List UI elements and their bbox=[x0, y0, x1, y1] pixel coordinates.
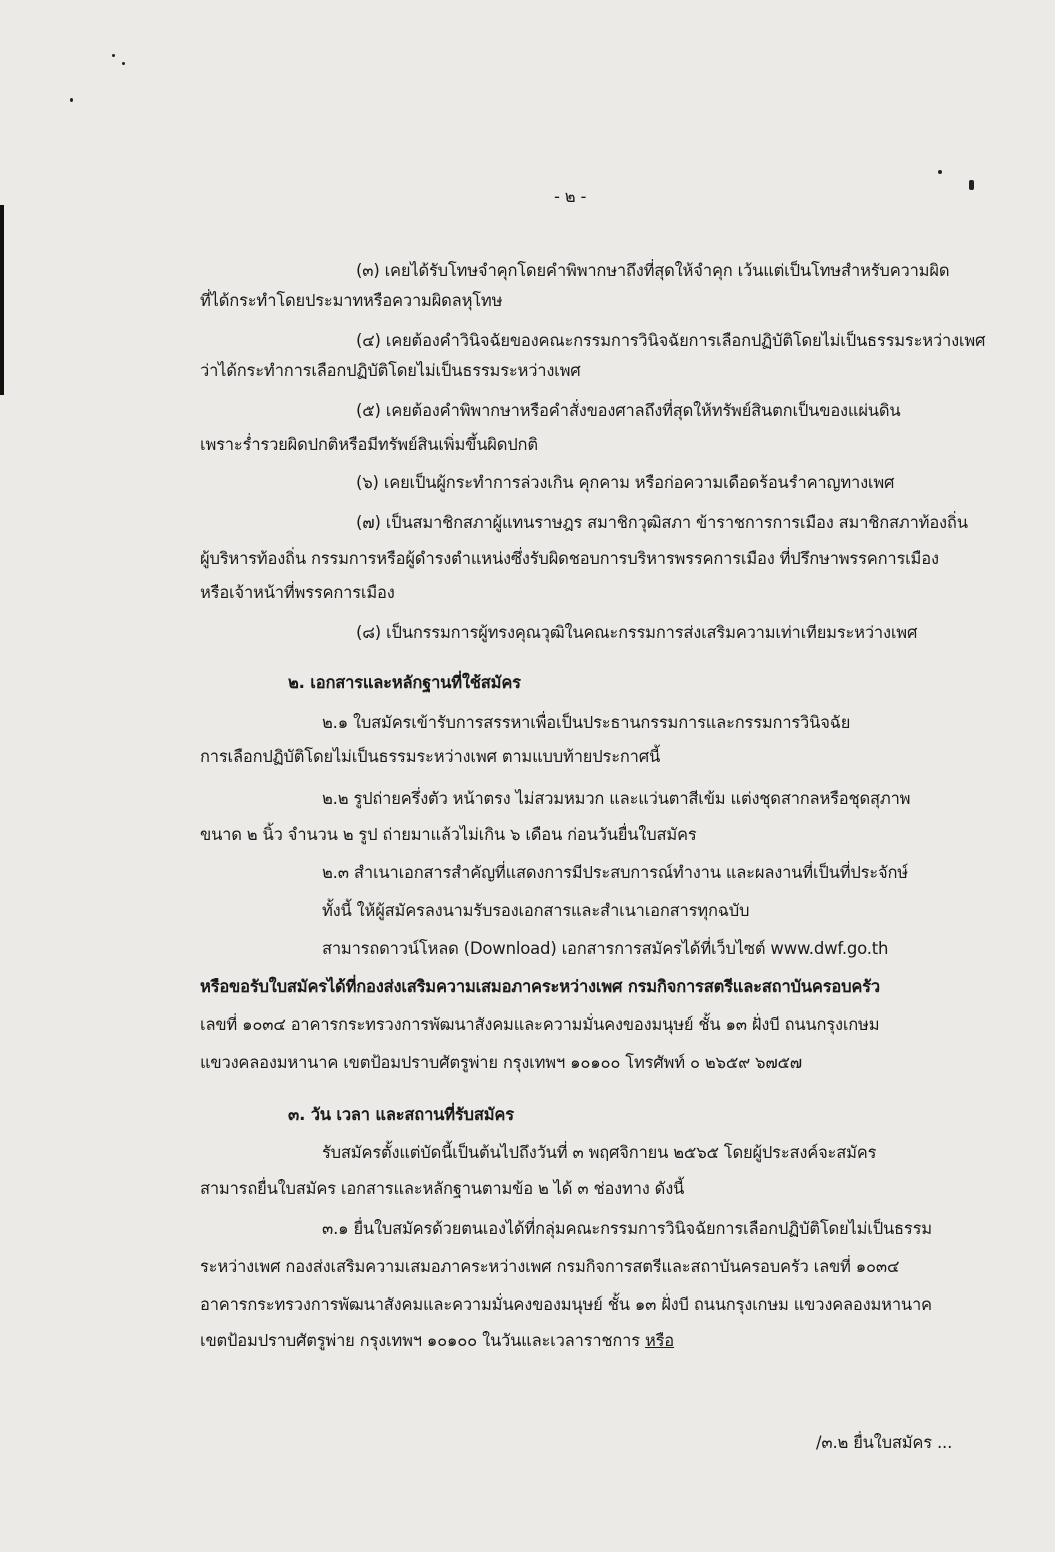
item-6: (๖) เคยเป็นผู้กระทำการล่วงเกิน คุกคาม หรือก่อความเดือดร้อนรำคาญทางเพศ bbox=[356, 473, 895, 492]
section-2-line: แขวงคลองมหานาค เขตป้อมปราบศัตรูพ่าย กรุงเทพฯ ๑๐๑๐๐ โทรศัพท์ ๐ ๒๖๕๙ ๖๗๕๗ bbox=[200, 1053, 803, 1072]
section-3-line: สามารถยื่นใบสมัคร เอกสารและหลักฐานตามข้อ ๒ ได้ ๓ ช่องทาง ดังนี้ bbox=[200, 1179, 685, 1198]
section-3-line: ระหว่างเพศ กองส่งเสริมความเสมอภาคระหว่างเพศ กรมกิจการสตรีและสถาบันครอบครัว เลขที่ ๑๐๓๔ bbox=[200, 1257, 900, 1276]
section-2-line: ๒.๑ ใบสมัครเข้ารับการสรรหาเพื่อเป็นประธานกรรมการและกรรมการวินิจฉัย bbox=[322, 713, 851, 732]
section-2-line: การเลือกปฏิบัติโดยไม่เป็นธรรมระหว่างเพศ ตามแบบท้ายประกาศนี้ bbox=[200, 747, 661, 766]
item-4-line1: (๔) เคยต้องคำวินิจฉัยของคณะกรรมการวินิจฉัยการเลือกปฏิบัติโดยไม่เป็นธรรมระหว่างเพศ bbox=[356, 331, 986, 350]
section-2-line: หรือขอรับใบสมัครได้ที่กองส่งเสริมความเสมอภาคระหว่างเพศ กรมกิจการสตรีและสถาบันครอบครัว bbox=[200, 977, 880, 996]
section-3-line: รับสมัครตั้งแต่บัดนี้เป็นต้นไปถึงวันที่ ๓ พฤศจิกายน ๒๕๖๕ โดยผู้ประสงค์จะสมัคร bbox=[322, 1143, 877, 1162]
item-7-line3: หรือเจ้าหน้าที่พรรคการเมือง bbox=[200, 583, 395, 602]
section-2-line: ๒.๓ สำเนาเอกสารสำคัญที่แสดงการมีประสบการณ์ทำงาน และผลงานที่เป็นที่ประจักษ์ bbox=[322, 863, 908, 882]
section-3-line-text: เขตป้อมปราบศัตรูพ่าย กรุงเทพฯ ๑๐๑๐๐ ในวันและเวลาราชการ bbox=[200, 1331, 640, 1350]
section-2-line: ขนาด ๒ นิ้ว จำนวน ๒ รูป ถ่ายมาแล้วไม่เกิน ๖ เดือน ก่อนวันยื่นใบสมัคร bbox=[200, 825, 697, 844]
section-2-line: เลขที่ ๑๐๓๔ อาคารกระทรวงการพัฒนาสังคมและความมั่นคงของมนุษย์ ชั้น ๑๓ ฝั่งบี ถนนกรุงเกษม bbox=[200, 1015, 880, 1034]
item-4-line2: ว่าได้กระทำการเลือกปฏิบัติโดยไม่เป็นธรรมระหว่างเพศ bbox=[200, 361, 581, 380]
section-2-line: ๒.๒ รูปถ่ายครึ่งตัว หน้าตรง ไม่สวมหมวก และแว่นตาสีเข้ม แต่งชุดสากลหรือชุดสุภาพ bbox=[322, 789, 911, 808]
item-5-line1: (๕) เคยต้องคำพิพากษาหรือคำสั่งของศาลถึงที่สุดให้ทรัพย์สินตกเป็นของแผ่นดิน bbox=[356, 401, 901, 420]
scan-speck bbox=[122, 62, 125, 65]
scan-edge-mark bbox=[0, 205, 4, 395]
scan-speck bbox=[938, 170, 942, 174]
section-3-line: ๓.๑ ยื่นใบสมัครด้วยตนเองได้ที่กลุ่มคณะกรรมการวินิจฉัยการเลือกปฏิบัติโดยไม่เป็นธรรม bbox=[322, 1219, 932, 1238]
section-3-line: อาคารกระทรวงการพัฒนาสังคมและความมั่นคงของมนุษย์ ชั้น ๑๓ ฝั่งบี ถนนกรุงเกษม แขวงคลองมหานาค bbox=[200, 1295, 932, 1314]
page-number: - ๒ - bbox=[554, 187, 587, 206]
continuation-note: /๓.๒ ยื่นใบสมัคร ... bbox=[816, 1433, 953, 1452]
item-5-line2: เพราะร่ำรวยผิดปกติหรือมีทรัพย์สินเพิ่มขึ้นผิดปกติ bbox=[200, 435, 538, 454]
section-2-line: ทั้งนี้ ให้ผู้สมัครลงนามรับรองเอกสารและสำเนาเอกสารทุกฉบับ bbox=[322, 901, 750, 920]
or-underlined: หรือ bbox=[644, 1331, 675, 1350]
section-3-heading: ๓. วัน เวลา และสถานที่รับสมัคร bbox=[288, 1105, 514, 1124]
download-info: สามารถดาวน์โหลด (Download) เอกสารการสมัครได้ที่เว็บไซต์ www.dwf.go.th bbox=[322, 939, 889, 958]
item-7-line2: ผู้บริหารท้องถิ่น กรรมการหรือผู้ดำรงตำแหน่งซึ่งรับผิดชอบการบริหารพรรคการเมือง ที่ปรึกษาพรรคการเมือง bbox=[200, 549, 939, 568]
scan-speck bbox=[969, 180, 974, 190]
scan-speck bbox=[70, 98, 73, 102]
section-3-line-last bbox=[200, 1330, 674, 1352]
item-8: (๘) เป็นกรรมการผู้ทรงคุณวุฒิในคณะกรรมการส่งเสริมความเท่าเทียมระหว่างเพศ bbox=[356, 623, 918, 642]
item-3-line2: ที่ได้กระทำโดยประมาทหรือความผิดลหุโทษ bbox=[200, 291, 503, 310]
section-2-heading: ๒. เอกสารและหลักฐานที่ใช้สมัคร bbox=[288, 673, 521, 692]
item-3-line1: (๓) เคยได้รับโทษจำคุกโดยคำพิพากษาถึงที่สุดให้จำคุก เว้นแต่เป็นโทษสำหรับความผิด bbox=[356, 261, 950, 280]
scan-speck bbox=[112, 54, 115, 57]
item-7-line1: (๗) เป็นสมาชิกสภาผู้แทนราษฎร สมาชิกวุฒิสภา ข้าราชการการเมือง สมาชิกสภาท้องถิ่น bbox=[356, 513, 968, 532]
